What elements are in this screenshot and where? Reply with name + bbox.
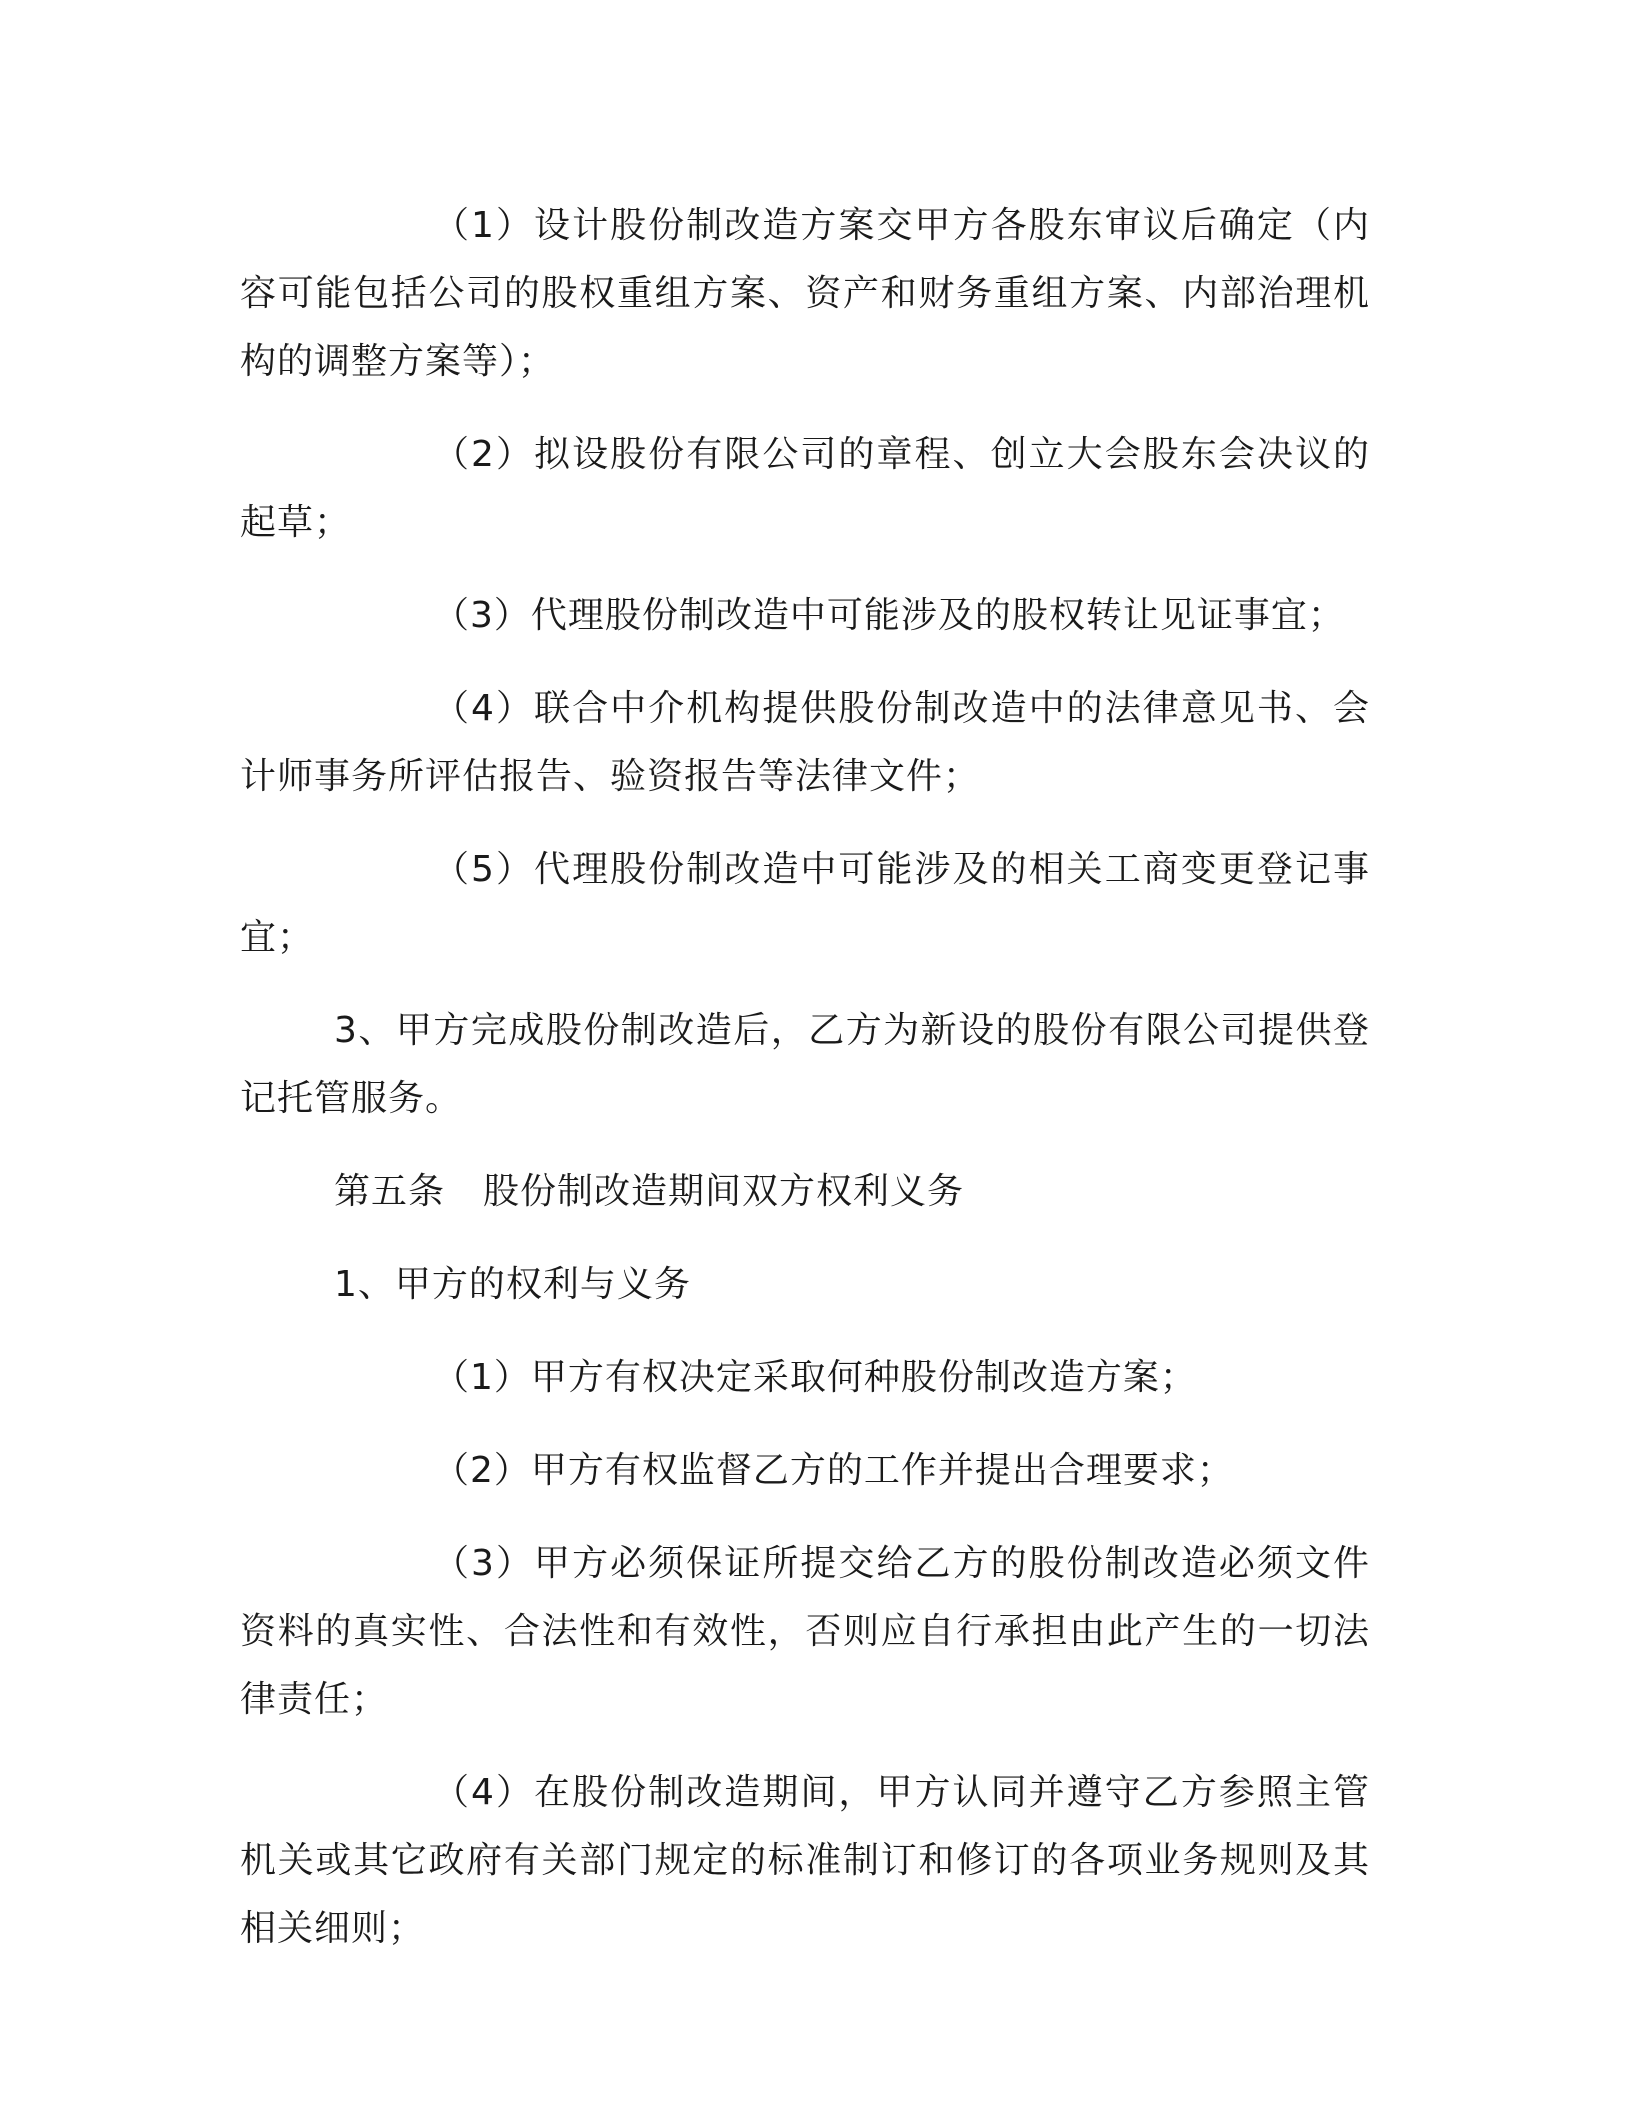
article-heading: [240, 1158, 1370, 1226]
clause-item-5: （5）代理股份制改造中可能涉及的相关工商变更登记事宜；: [240, 849, 1370, 958]
clause-item-3: （3）代理股份制改造中可能涉及的股权转让见证事宜；: [433, 595, 1345, 636]
article-number: 第五条: [334, 1171, 446, 1212]
right-item-2: （2）甲方有权监督乙方的工作并提出合理要求；: [433, 1450, 1234, 1491]
clause-item-4: （4）联合中介机构提供股份制改造中的法律意见书、会计师事务所评估报告、验资报告等法律文件；: [240, 688, 1370, 797]
right-item-3: （3）甲方必须保证所提交给乙方的股份制改造必须文件资料的真实性、合法性和有效性，否则应自行承担由此产生的一切法律责任；: [240, 1543, 1370, 1720]
clause-section-3: 3、甲方完成股份制改造后，乙方为新设的股份有限公司提供登记托管服务。: [240, 1010, 1370, 1119]
right-item-4: （4）在股份制改造期间，甲方认同并遵守乙方参照主管机关或其它政府有关部门规定的标准制订和修订的各项业务规则及其相关细则；: [240, 1772, 1370, 1949]
right-item-1: （1）甲方有权决定采取何种股份制改造方案；: [433, 1357, 1197, 1398]
clause-item-1: （1）设计股份制改造方案交甲方各股东审议后确定（内容可能包括公司的股权重组方案、资产和财务重组方案、内部治理机构的调整方案等）；: [240, 205, 1370, 382]
document-page: [240, 192, 1370, 1963]
section-heading-1: 1、甲方的权利与义务: [334, 1264, 691, 1305]
article-title: 股份制改造期间双方权利义务: [483, 1171, 965, 1212]
clause-item-2: （2）拟设股份有限公司的章程、创立大会股东会决议的起草；: [240, 434, 1370, 543]
